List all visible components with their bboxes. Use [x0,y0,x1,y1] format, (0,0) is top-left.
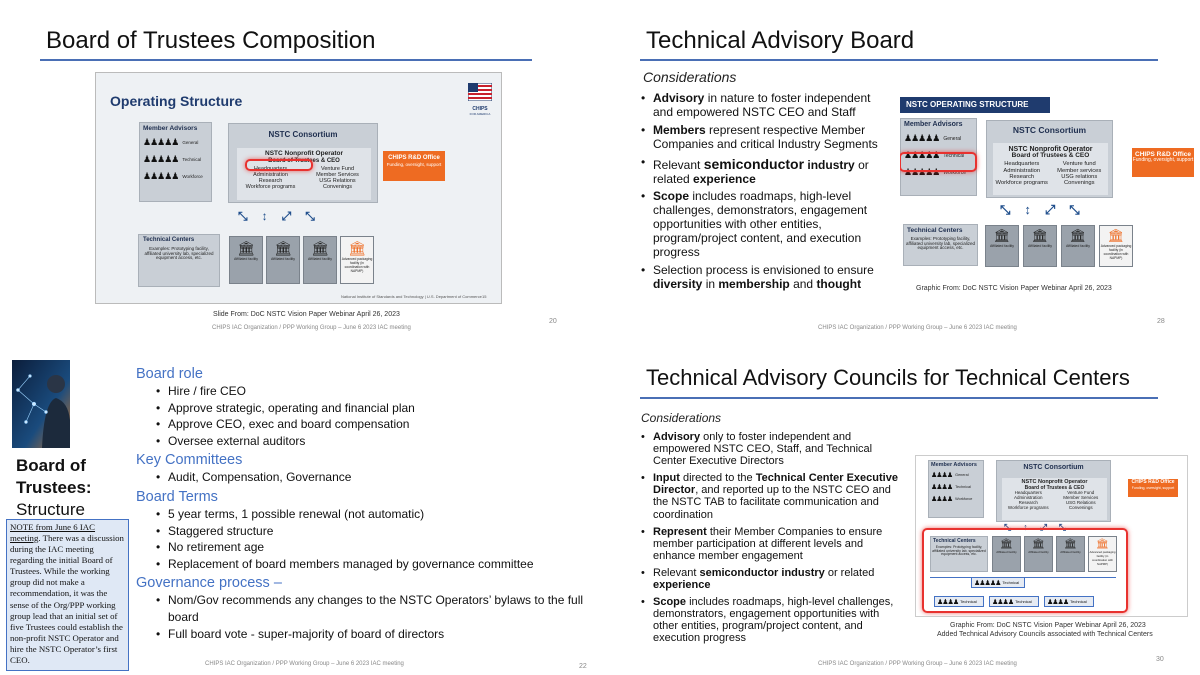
function-item: Headquarters [253,166,288,173]
section-item: • Staggered structure [156,523,586,540]
facility-label: Affiliated facility [1065,244,1091,248]
operator-subtitle: Board of Trustees & CEO [1011,152,1090,160]
function-item: Administration [253,172,288,179]
member-advisors-label: Member Advisors [904,121,963,128]
slide-footer: CHIPS IAC Organization / PPP Working Group – June 6 2023 IAC meeting [818,325,1017,331]
people-icon: ♟♟♟♟♟ [143,137,179,147]
bullet-text: Advisory [653,431,701,443]
function-item: Headquarters [1014,490,1042,496]
slide-technical-advisory-councils [600,338,1200,675]
diagram-caption: Graphic From: DoC NSTC Vision Paper Webinar April 26, 2023 [950,622,1146,629]
flag-icon [468,83,492,101]
facility-label: Affiliated facility [233,257,259,261]
tac-box [989,596,1039,607]
diagram-slide-number: 15 [482,294,487,299]
bullet-text: Scope [653,596,687,609]
advisor-row [931,495,981,503]
meeting-note-box [6,519,129,671]
function-item: Research [258,178,283,185]
building-icon: 🏛 [348,240,366,256]
function-item: Research [1009,173,1035,180]
network-figure-icon [12,360,70,448]
bullet-text: diversity [653,276,703,291]
function-item: Venture fund [1062,161,1096,168]
side-title-line: Trustees: [16,478,92,498]
people-icon: ♟♟♟♟ [931,472,953,479]
council-label: Technical [1002,580,1020,585]
tab-bullet-list [641,92,891,296]
people-icon: ♟♟♟♟♟ [143,154,179,164]
bullet-text: experience [653,579,711,592]
bullet-item [641,526,906,562]
function-item: Member Services [1063,494,1099,500]
bullet-item [641,567,906,591]
slide-title: Board of Trustees Composition [46,27,376,54]
advisor-row [143,137,208,148]
building-icon: 🏛 [1096,539,1109,550]
facility-label: Affiliated facility [1060,550,1081,554]
slide-board-structure [0,338,600,675]
advisor-label-general: General [182,140,199,145]
facility-label: Affiliated facility [989,244,1015,248]
function-item: Convenings [322,184,353,191]
operator-box [1002,478,1107,520]
member-advisors-box [139,122,212,202]
section-item: • No retirement age [156,539,586,556]
section-heading: Board role [136,366,203,382]
slide-title: Technical Advisory Board [646,27,915,54]
section-item: • Nom/Gov recommends any changes to the NSTC Operators’ bylaws to the full board [156,592,586,625]
bullet-text: Advisory [653,91,705,105]
advisor-label-general: General [955,473,969,477]
section-item: • 5 year terms, 1 possible renewal (not automatic) [156,506,586,523]
chips-office-box [1132,148,1194,177]
nstc-structure-diagram [900,97,1195,279]
building-icon: 🏛 [1107,228,1125,243]
board-highlight [245,159,313,171]
bullet-text: and [789,276,817,291]
people-icon: ♟♟♟♟ [931,496,953,503]
function-item: Convenings [1068,504,1093,510]
bullet-text: semiconductor [703,155,805,172]
chips-office-box [383,151,445,181]
connector-arrows: ⤡↕⤢⤡ [1000,202,1094,217]
facility-label: Advanced packaging facility (in coordination with NAPMP) [1100,244,1132,260]
building-icon: 🏛 [237,240,255,256]
building-icon: 🏛 [1069,228,1087,243]
people-icon: ♟♟♟♟ [992,598,1014,606]
page-number: 28 [1157,318,1165,325]
people-icon: ♟♟♟♟♟ [974,579,1001,587]
connector-arrows: ⤡↕⤢⤡ [1004,522,1079,532]
side-title [16,455,92,521]
facility-tile [985,225,1019,267]
operator-title: NSTC Nonprofit Operator [265,150,343,157]
building-icon: 🏛 [274,240,292,256]
member-advisors-box [900,118,977,196]
nist-footer: National Institute of Standards and Technology | U.S. Department of Commerce [341,294,482,299]
bullet-text: Technical Center Executive Director [653,472,898,497]
facility-tile [992,536,1021,572]
consortium-box [996,460,1111,522]
function-item: Venture Fund [1067,490,1095,496]
bullet-text: directed to the [679,472,756,485]
page-number: 22 [579,663,587,670]
bullet-text: or related [824,566,875,579]
technical-advisors-highlight [900,152,977,172]
chips-office-label: CHIPS R&D Office [388,155,440,161]
bullet-text: Represent [653,525,707,538]
note-body: . There was a discussion during the IAC meeting regarding the initial Board of Trustees. While the working group did not make a recommendation, it was the sense of the Org/PPP working group lead that an initial set of five Trustees could establish the non-profit NSTC Operator and hire the NSTC Operator’s first CEO. [10,533,124,665]
technical-centers-label: Technical Centers [143,237,195,243]
operator-title: NSTC Nonprofit Operator [1008,146,1093,153]
people-icon: ♟♟♟♟ [931,484,953,491]
member-advisors-label: Member Advisors [143,125,198,132]
bullet-text: in nature to foster independent and empowered NSTC CEO and Staff [653,91,871,119]
building-icon: 🏛 [1032,539,1045,550]
chips-office-subtext: Funding, oversight, support [1132,157,1194,164]
function-item: Administration [1013,494,1043,500]
bullet-text: industry [804,157,855,172]
advisor-label-workforce: Workforce [182,174,203,179]
function-item: Workforce programs [1007,504,1049,510]
operating-structure-diagram [95,72,502,304]
bullet-text: includes roadmaps, high-level challenges, demonstrators, engagement opportunities with other entities, program/project content, and execution progress [653,596,894,645]
facility-label: Affiliated facility [1027,244,1053,248]
bullet-text: Input [653,472,680,485]
advisor-label-general: General [943,135,962,142]
chips-office-label: CHIPS R&D Office [1135,151,1191,158]
facility-tile [1061,225,1095,267]
operator-subtitle: Board of Trustees & CEO [268,157,340,164]
bullet-item [641,190,891,260]
advisor-label-technical: Technical [955,485,971,489]
slide-technical-advisory-board [600,0,1200,337]
facility-label: Affiliated facility [270,257,296,261]
bullet-text: in [702,276,719,291]
technical-centers-label: Technical Centers [933,538,976,544]
structure-banner: NSTC OPERATING STRUCTURE [900,97,1050,113]
packaging-facility-tile [1088,536,1117,572]
facility-tile [1024,536,1053,572]
consortium-label: NSTC Consortium [1023,464,1084,471]
technical-centers-box [903,224,978,266]
bullet-item [641,124,891,152]
tac-structure-diagram [915,455,1188,617]
page-number: 30 [1156,656,1164,663]
section-item: • Replacement of board members managed by governance committee [156,556,586,573]
bullet-item [641,431,906,467]
side-title-line: Board of [16,456,86,475]
diagram-caption: Slide From: DoC NSTC Vision Paper Webinar April 26, 2023 [213,311,400,318]
bullet-text: Members [653,122,706,137]
advisor-label-workforce: Workforce [955,497,973,501]
facility-label: Affiliated facility [1028,550,1049,554]
function-item: Headquarters [1004,161,1040,168]
section-list [136,506,586,572]
bullet-text: semiconductor industry [699,566,825,579]
section-item: • Oversee external auditors [156,433,586,450]
people-icon: ♟♟♟♟♟ [143,171,179,181]
diagram-caption-added: Added Technical Advisory Councils associated with Technical Centers [937,631,1153,638]
technical-centers-label: Technical Centers [907,227,963,234]
building-icon: 🏛 [1031,228,1049,243]
tac-box [1044,596,1094,607]
section-heading: Key Committees [136,452,243,469]
facility-tile [1023,225,1057,267]
facility-label: Advanced packaging facility (in coordination with NAPMP) [341,257,373,273]
bullet-item [641,264,891,292]
consortium-box [228,123,378,203]
advisor-label-technical: Technical [182,157,202,162]
consortium-label: NSTC Consortium [268,130,338,139]
tac-label: Technical [1070,599,1087,604]
building-icon: 🏛 [993,228,1011,243]
function-item: Venture Fund [320,166,355,173]
bullet-text: represent respective Member Companies and critical Industry Segments [653,122,878,151]
operator-box [237,148,371,200]
section-list [136,592,586,642]
function-item: USG Relations [1065,499,1096,505]
chips-logo [466,83,494,116]
section-list [136,383,586,449]
section-heading: Governance process – [136,575,282,592]
technical-centers-text: Examples: Prototyping facility, affiliated university lab, specialized equipment access, etc. [932,545,986,557]
building-icon: 🏛 [1064,539,1077,550]
title-rule [40,59,532,61]
slide-title: Technical Advisory Councils for Technical Centers [646,365,1130,390]
advisor-row [931,483,981,491]
connector-arrows: ⤡↕⤢⤡ [238,209,329,223]
consortium-box [986,120,1113,198]
bullet-text: , and reported up to the NSTC CEO and the NSTC TAB to facilitate communication and coordination [653,484,891,521]
logo-text: CHIPS [472,106,488,112]
tac-bullet-list [641,431,906,650]
bullet-text: includes roadmaps, high-level challenges, demonstrators, engagement opportunities with other entities, program/project content, and execution progress [653,189,868,260]
slide-footer: CHIPS IAC Organization / PPP Working Group – June 6 2023 IAC meeting [818,661,1017,667]
section-item: • Audit, Compensation, Governance [156,469,586,486]
considerations-label: Considerations [643,69,737,85]
facility-tile [229,236,263,284]
diagram-caption: Graphic From: DoC NSTC Vision Paper Webinar April 26, 2023 [916,285,1112,292]
function-item: USG relations [1061,173,1098,180]
member-advisors-box [928,460,984,518]
people-icon: ♟♟♟♟♟ [904,150,940,160]
page-number: 20 [549,318,557,325]
function-item: Member services [1057,167,1102,174]
tac-label: Technical [960,599,977,604]
technical-centers-box [138,234,220,287]
section-list [136,469,586,486]
people-icon: ♟♟♟♟ [937,598,959,606]
bullet-text: Selection process is envisioned to ensure [653,262,874,277]
operator-functions [1002,491,1107,511]
people-icon: ♟♟♟♟♟ [904,167,940,177]
bullet-text: only to foster independent and empowered NSTC CEO, Staff, and Technical Center Executive Directors [653,431,873,468]
facility-label: Advanced packaging facility (in coordination with NAPMP) [1089,550,1116,566]
technical-centers-box [930,536,988,572]
title-rule [640,397,1158,399]
function-item: Workforce programs [245,184,296,191]
considerations-label: Considerations [641,411,722,425]
advisor-label-technical: Technical [943,152,965,159]
advisor-label-workforce: Workforce [943,169,967,176]
logo-subtext: FOR AMERICA [469,112,491,116]
advisor-row [904,133,973,144]
facility-tile [266,236,300,284]
operator-title: NSTC Nonprofit Operator [1021,479,1088,485]
bullet-text: membership [718,276,790,291]
chips-office-subtext: Funding, oversight, support [386,161,442,167]
building-icon: 🏛 [311,240,329,256]
people-icon: ♟♟♟♟ [1047,598,1069,606]
function-item: Convenings [1063,180,1095,187]
side-title-line: Structure [16,500,85,520]
technical-centers-text: Examples: Prototyping facility, affiliated university lab, specialized equipment access, etc. [144,246,214,261]
facility-label: Affiliated facility [307,257,333,261]
technical-centers-text: Examples: Prototyping facility, affiliated university lab, specialized equipment access, etc. [906,236,975,251]
business-photo [12,360,70,448]
tac-box [934,596,984,607]
bullet-item [641,156,891,187]
operator-subtitle: Board of Trustees & CEO [1024,484,1085,491]
people-icon: ♟♟♟♟♟ [904,133,940,143]
section-item: • Full board vote - super-majority of board of directors [156,626,586,643]
chips-office-label: CHIPS R&D Office [1131,479,1175,485]
bullet-text: Relevant [653,157,704,172]
advisor-row [143,154,208,165]
bullet-text: or related [653,157,869,186]
bullet-item [641,472,906,520]
bullet-text: experience [693,171,756,186]
advisor-row [931,471,981,479]
function-item: USG Relations [319,178,356,185]
operator-functions [993,161,1108,187]
bullet-text: their Member Companies to ensure member participation at different levels and enhance member engagement [653,525,883,562]
packaging-facility-tile [340,236,374,284]
function-item: Administration [1003,167,1041,174]
chips-office-subtext: Funding, oversight, support [1131,485,1175,490]
member-advisors-label: Member Advisors [931,462,977,468]
tac-label: Technical [1015,599,1032,604]
technical-council-box [971,577,1025,588]
facility-tile [303,236,337,284]
bullet-text: Scope [653,189,690,204]
function-item: Research [1018,499,1038,505]
bullet-text: thought [816,276,862,291]
function-item: Workforce programs [995,180,1048,187]
section-item: • Approve CEO, exec and board compensation [156,416,586,433]
title-rule [640,59,1158,61]
slide-board-composition [0,0,600,337]
bullet-item [641,596,906,644]
section-item: • Approve strategic, operating and financial plan [156,400,586,417]
facility-label: Affiliated facility [996,550,1017,554]
bullet-item [641,92,891,120]
board-sections [136,365,586,644]
function-item: Member Services [316,172,359,179]
packaging-facility-tile [1099,225,1133,267]
consortium-label: NSTC Consortium [1012,125,1087,135]
diagram-heading: Operating Structure [110,93,243,109]
note-label: NOTE from June 6 IAC meeting [10,522,96,544]
advisor-row [143,171,208,182]
slide-footer: CHIPS IAC Organization / PPP Working Group – June 6 2023 IAC meeting [212,325,411,331]
bullet-text: Relevant [653,566,700,579]
section-item: • Hire / fire CEO [156,383,586,400]
facility-tile [1056,536,1085,572]
operator-box [993,143,1108,195]
section-heading: Board Terms [136,488,218,505]
building-icon: 🏛 [1000,539,1013,550]
chips-office-box [1128,479,1178,497]
slide-footer: CHIPS IAC Organization / PPP Working Group – June 6 2023 IAC meeting [205,661,404,667]
